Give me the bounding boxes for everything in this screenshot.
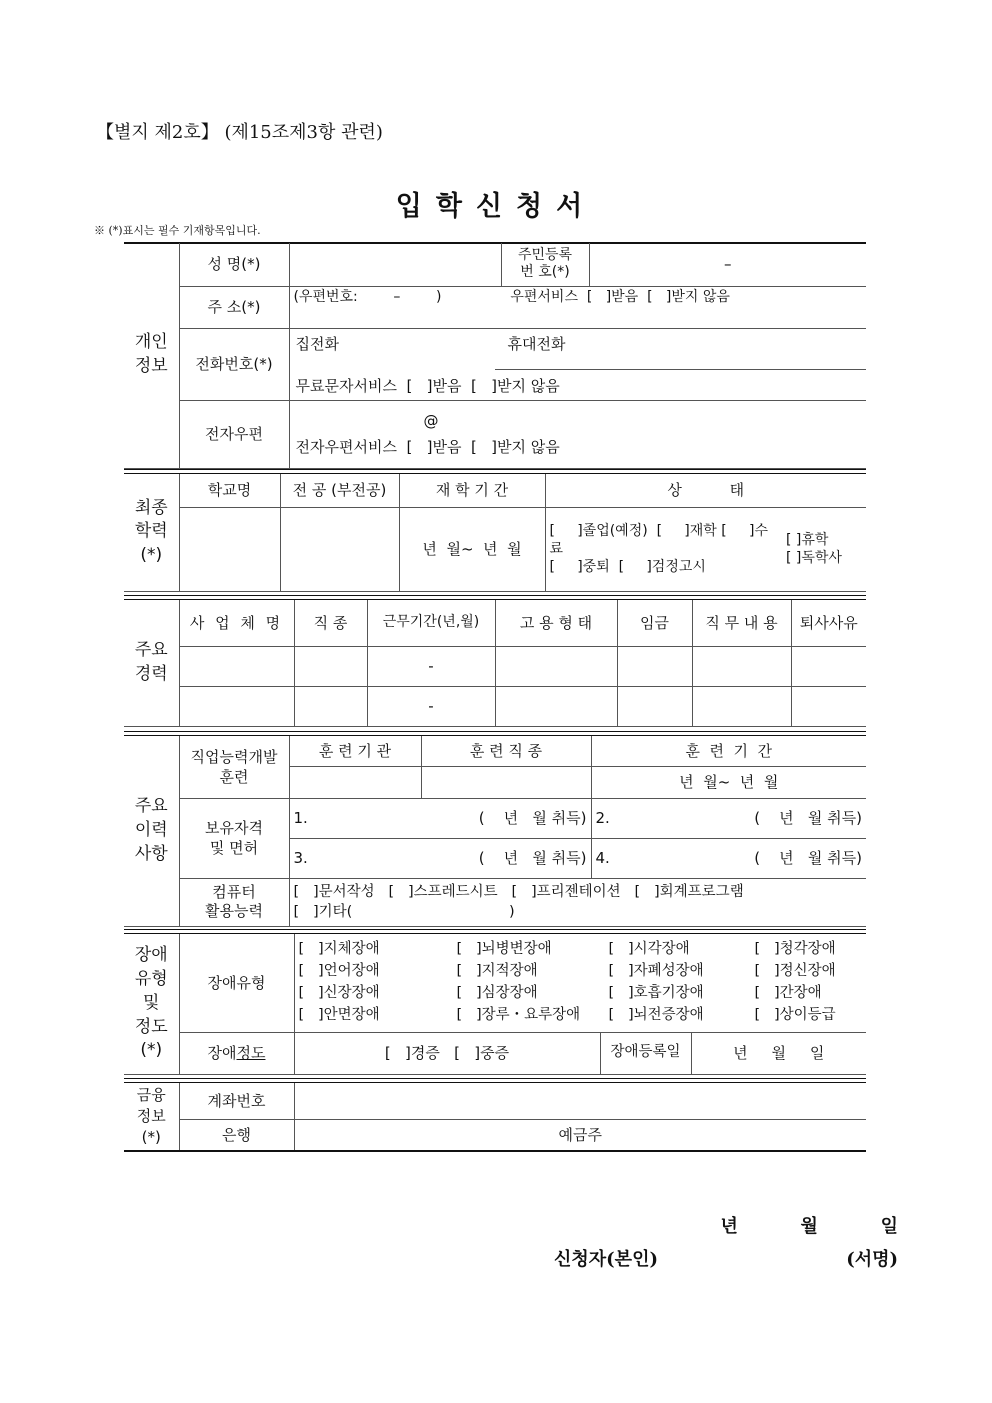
- status-leave-self-study[interactable]: [ ]휴학 [ ]독학사: [782, 507, 866, 591]
- registration-date-label: 장애등록일: [600, 1032, 691, 1074]
- disability-type-checkbox[interactable]: [ ]간장애: [754, 984, 822, 1001]
- training-institution-field[interactable]: [289, 766, 421, 798]
- disability-type-checkbox[interactable]: [ ]장루・요루장애: [456, 1006, 581, 1023]
- account-number-label: 계좌번호: [179, 1083, 294, 1119]
- school-name-header: 학교명: [179, 474, 280, 507]
- certificate-4-field[interactable]: 4. ( 년 월 취득): [591, 838, 866, 878]
- form-reference-note: 【별지 제2호】 (제15조제3항 관련): [96, 122, 383, 143]
- account-holder-label: 예금주: [558, 1125, 602, 1144]
- phone-label: 전화번호(*): [179, 328, 289, 400]
- account-holder-field[interactable]: [294, 1119, 866, 1151]
- disability-table: [124, 934, 866, 1075]
- account-number-field[interactable]: [294, 1083, 866, 1119]
- certificate-1-field[interactable]: 1. ( 년 월 취득): [289, 798, 591, 838]
- status-options-a[interactable]: [545, 507, 782, 591]
- wage-header: 임금: [617, 600, 692, 646]
- history-section-label: 주요 이력 사항: [124, 736, 179, 926]
- disability-section-label: 장애 유형 및 정도 (*): [124, 934, 179, 1074]
- major-field[interactable]: [280, 507, 399, 591]
- training-occupation-header: 훈 련 직 종: [421, 736, 591, 766]
- postal-code-text: (우편번호: – ): [293, 288, 442, 305]
- job-type-cell[interactable]: [294, 686, 367, 726]
- computer-skills-options[interactable]: [ ]문서작성 [ ]스프레드시트 [ ]프리젠테이션 [ ]회계프로그램: [293, 883, 744, 900]
- postal-service-option[interactable]: 우편서비스 [ ]받음 [ ]받지 않음: [510, 288, 730, 305]
- company-name-cell[interactable]: [179, 686, 294, 726]
- job-type-cell[interactable]: [294, 646, 367, 686]
- address-field[interactable]: [289, 286, 866, 328]
- computer-skills-label: 컴퓨터 활용능력: [179, 878, 289, 926]
- career-table: [124, 600, 866, 727]
- disability-type-checkbox[interactable]: [ ]청각장애: [754, 941, 836, 958]
- training-period-field[interactable]: 년 월~ 년 월: [591, 766, 866, 798]
- finance-section-label: 금융 정보 (*): [124, 1083, 179, 1151]
- sms-service-option[interactable]: 무료문자서비스 [ ]받음 [ ]받지 않음: [295, 377, 560, 396]
- email-service-option[interactable]: 전자우편서비스 [ ]받음 [ ]받지 않음: [295, 438, 560, 456]
- signature-date[interactable]: 년 월 일: [720, 1216, 898, 1237]
- employment-type-cell[interactable]: [495, 686, 617, 726]
- email-field[interactable]: [289, 400, 866, 468]
- company-name-cell[interactable]: [179, 646, 294, 686]
- resignation-reason-header: 퇴사사유: [791, 600, 866, 646]
- disability-degree-options[interactable]: [ ]경증 [ ]중증: [294, 1032, 600, 1074]
- disability-type-checkbox[interactable]: [ ]심장장애: [456, 984, 538, 1001]
- applicant-label: 신청자(본인): [554, 1249, 658, 1270]
- status-header: 상 태: [545, 474, 866, 507]
- registration-date-field[interactable]: 년 월 일: [691, 1032, 866, 1074]
- wage-cell[interactable]: [617, 686, 692, 726]
- resignation-reason-cell[interactable]: [791, 686, 866, 726]
- disability-type-checkbox[interactable]: [ ]호흡기장애: [608, 984, 704, 1001]
- name-field[interactable]: [289, 243, 501, 286]
- disability-type-row: [299, 1005, 863, 1027]
- job-description-cell[interactable]: [692, 646, 791, 686]
- disability-type-checkbox[interactable]: [ ]안면장애: [298, 1006, 380, 1023]
- disability-type-checkbox[interactable]: [ ]뇌병변장애: [456, 941, 552, 958]
- work-period-cell[interactable]: -: [367, 686, 495, 726]
- school-name-field[interactable]: [179, 507, 280, 591]
- name-label: 성 명(*): [179, 243, 289, 286]
- rrn-field[interactable]: –: [589, 243, 866, 286]
- home-phone-label[interactable]: 집전화: [295, 335, 339, 354]
- mobile-phone-label[interactable]: 휴대전화: [507, 335, 566, 354]
- career-section-label: 주요 경력: [124, 600, 179, 726]
- table-row: [124, 646, 866, 686]
- disability-type-options[interactable]: [294, 934, 866, 1032]
- bank-label: 은행: [179, 1119, 294, 1151]
- company-name-header: 사 업 체 명: [179, 600, 294, 646]
- certificate-2-field[interactable]: 2. ( 년 월 취득): [591, 798, 866, 838]
- certificate-label: 보유자격 및 면허: [179, 798, 289, 878]
- status-dropout-ged[interactable]: [ ]중퇴 [ ]검정고시: [549, 559, 706, 576]
- enrollment-period-header: 재 학 기 간: [399, 474, 545, 507]
- disability-type-row: [299, 961, 863, 983]
- education-section-label: 최종 학력 (*): [124, 474, 179, 591]
- enrollment-period-field[interactable]: 년 월~ 년 월: [399, 507, 545, 591]
- disability-type-checkbox[interactable]: [ ]지체장애: [298, 941, 380, 958]
- work-period-header: 근무기간(년,월): [367, 600, 495, 646]
- job-description-header: 직 무 내 용: [692, 600, 791, 646]
- training-period-header: 훈 련 기 간: [591, 736, 866, 766]
- disability-type-checkbox[interactable]: [ ]자폐성장애: [608, 963, 704, 979]
- rrn-label: 주민등록 번 호(*): [501, 243, 589, 286]
- disability-type-checkbox[interactable]: [ ]정신장애: [754, 963, 836, 979]
- disability-type-checkbox[interactable]: [ ]언어장애: [298, 963, 380, 979]
- disability-degree-label: 장애정도: [179, 1032, 294, 1074]
- personal-section-label: 개인 정보: [124, 243, 179, 468]
- signature-field[interactable]: (서명): [846, 1249, 898, 1270]
- disability-type-label: 장애유형: [179, 934, 294, 1032]
- disability-type-row: [299, 983, 863, 1005]
- required-fields-note: ※ (*)표시는 필수 기재항목입니다.: [94, 224, 261, 237]
- major-header: 전 공 (부전공): [280, 474, 399, 507]
- computer-skills-field[interactable]: [289, 878, 866, 926]
- status-graduated-enrolled[interactable]: [ ]졸업(예정) [ ]재학 [ ]수료: [549, 522, 768, 557]
- resignation-reason-cell[interactable]: [791, 646, 866, 686]
- disability-type-checkbox[interactable]: [ ]뇌전증장애: [608, 1006, 704, 1023]
- table-row: [124, 686, 866, 726]
- history-table: [124, 736, 866, 927]
- address-label: 주 소(*): [179, 286, 289, 328]
- disability-type-checkbox[interactable]: [ ]상이등급: [754, 1006, 836, 1023]
- training-occupation-field[interactable]: [421, 766, 591, 798]
- email-label: 전자우편: [179, 400, 289, 468]
- disability-type-checkbox[interactable]: [ ]시각장애: [608, 941, 690, 958]
- disability-type-checkbox[interactable]: [ ]신장장애: [298, 984, 380, 1001]
- education-table: [124, 474, 866, 592]
- certificate-3-field[interactable]: 3. ( 년 월 취득): [289, 838, 591, 878]
- email-at-sign: @: [423, 411, 439, 430]
- disability-type-row: [299, 939, 863, 961]
- training-label: 직업능력개발 훈련: [179, 736, 289, 798]
- finance-table: [124, 1083, 866, 1152]
- page-title: 입학신청서: [395, 191, 597, 222]
- disability-type-checkbox[interactable]: [ ]지적장애: [456, 963, 538, 979]
- employment-type-cell[interactable]: [495, 646, 617, 686]
- personal-info-table: [124, 243, 866, 469]
- job-description-cell[interactable]: [692, 686, 791, 726]
- employment-type-header: 고 용 형 태: [495, 600, 617, 646]
- work-period-cell[interactable]: -: [367, 646, 495, 686]
- wage-cell[interactable]: [617, 646, 692, 686]
- training-institution-header: 훈 련 기 관: [289, 736, 421, 766]
- job-type-header: 직 종: [294, 600, 367, 646]
- phone-field: [289, 328, 866, 400]
- computer-skills-other[interactable]: [ ]기타( ): [293, 904, 515, 920]
